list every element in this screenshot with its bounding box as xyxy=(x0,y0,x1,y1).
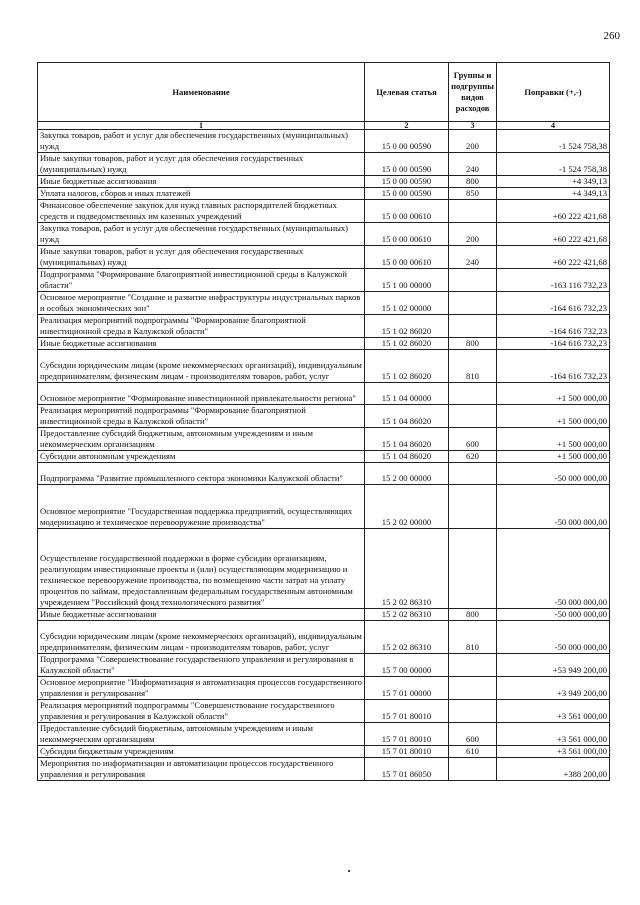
row-name: Мероприятия по информатизации и автоматизации процессов государственного управления и регулирования xyxy=(38,758,365,781)
row-target-code: 15 1 04 86020 xyxy=(365,405,449,428)
row-amount: -50 000 000,00 xyxy=(497,609,610,621)
row-expense-group xyxy=(449,654,497,677)
row-name: Осуществление государственной поддержки в форме субсидии организациям, реализующим инвестиционные проекты и (или) осуществляющим модернизацию и техническое перевооружение производства, по возмещению части затрат на уплату процентов по займам, предоставленным федеральным государственным автономным учреждением "Российский фонд технологического развития" xyxy=(38,529,365,609)
table-row xyxy=(38,700,610,723)
row-amount: +1 500 000,00 xyxy=(497,383,610,405)
row-target-code: 15 0 00 00590 xyxy=(365,153,449,176)
row-target-code: 15 1 02 00000 xyxy=(365,292,449,315)
row-name: Субсидии автономным учреждениям xyxy=(38,451,365,463)
row-amount: +3 561 000,00 xyxy=(497,723,610,746)
row-expense-group: 610 xyxy=(449,746,497,758)
table-row xyxy=(38,246,610,269)
row-target-code: 15 7 01 80010 xyxy=(365,700,449,723)
row-target-code: 15 2 02 00000 xyxy=(365,485,449,529)
row-name: Уплата налогов, сборов и иных платежей xyxy=(38,188,365,200)
table-row xyxy=(38,654,610,677)
table-row xyxy=(38,609,610,621)
header-name: Наименование xyxy=(38,63,365,122)
column-number-row xyxy=(38,122,610,130)
row-amount: +3 561 000,00 xyxy=(497,700,610,723)
column-number: 3 xyxy=(449,122,497,130)
row-name: Основное мероприятие "Формирование инвестиционной привлекательности региона" xyxy=(38,383,365,405)
row-target-code: 15 7 01 86050 xyxy=(365,758,449,781)
row-name: Иные бюджетные ассигнования xyxy=(38,176,365,188)
row-target-code: 15 0 00 00610 xyxy=(365,200,449,223)
row-amount: +388 200,00 xyxy=(497,758,610,781)
table-row xyxy=(38,677,610,700)
table-row xyxy=(38,529,610,609)
row-target-code: 15 0 00 00610 xyxy=(365,223,449,246)
row-target-code: 15 1 02 86020 xyxy=(365,350,449,383)
row-target-code: 15 2 00 00000 xyxy=(365,463,449,485)
row-target-code: 15 7 01 80010 xyxy=(365,723,449,746)
page-number: 260 xyxy=(603,30,620,42)
column-number: 1 xyxy=(38,122,365,130)
row-target-code: 15 1 04 00000 xyxy=(365,383,449,405)
row-expense-group xyxy=(449,485,497,529)
row-name: Подпрограмма "Совершенствование государственного управления и регулирования в Калужской области" xyxy=(38,654,365,677)
table-row xyxy=(38,338,610,350)
row-target-code: 15 1 04 86020 xyxy=(365,428,449,451)
row-name: Реализация мероприятий подпрограммы "Формирование благоприятной инвестиционной среды в Калужской области" xyxy=(38,315,365,338)
row-target-code: 15 0 00 00590 xyxy=(365,176,449,188)
row-expense-group: 240 xyxy=(449,246,497,269)
row-expense-group: 800 xyxy=(449,338,497,350)
table-row xyxy=(38,153,610,176)
row-amount: -50 000 000,00 xyxy=(497,485,610,529)
row-amount: -164 616 732,23 xyxy=(497,350,610,383)
row-target-code: 15 2 02 86310 xyxy=(365,529,449,609)
row-expense-group: 240 xyxy=(449,153,497,176)
table-row xyxy=(38,176,610,188)
row-target-code: 15 1 02 86020 xyxy=(365,315,449,338)
row-name: Финансовое обеспечение закупок для нужд главных распорядителей бюджетных средств и подведомственных им казенных учреждений xyxy=(38,200,365,223)
row-expense-group: 600 xyxy=(449,723,497,746)
row-expense-group xyxy=(449,405,497,428)
row-expense-group xyxy=(449,700,497,723)
row-expense-group: 620 xyxy=(449,451,497,463)
row-amount: -1 524 758,38 xyxy=(497,130,610,153)
row-expense-group xyxy=(449,200,497,223)
header-target-article: Целевая статья xyxy=(365,63,449,122)
row-name: Реализация мероприятий подпрограммы "Формирование благоприятной инвестиционной среды в Калужской области" xyxy=(38,405,365,428)
row-amount: -164 616 732,23 xyxy=(497,315,610,338)
table-row xyxy=(38,428,610,451)
row-expense-group: 200 xyxy=(449,223,497,246)
row-amount: -164 616 732,23 xyxy=(497,338,610,350)
row-amount: +4 349,13 xyxy=(497,188,610,200)
row-expense-group: 600 xyxy=(449,428,497,451)
table-row xyxy=(38,463,610,485)
table-row xyxy=(38,451,610,463)
table-row xyxy=(38,621,610,654)
table-row xyxy=(38,350,610,383)
row-name: Основное мероприятие "Государственная поддержка предприятий, осуществляющих модернизацию и техническое перевооружение производства" xyxy=(38,485,365,529)
row-expense-group xyxy=(449,315,497,338)
row-amount: -50 000 000,00 xyxy=(497,529,610,609)
table-row xyxy=(38,188,610,200)
row-expense-group: 800 xyxy=(449,609,497,621)
table-header-row xyxy=(38,63,610,122)
column-number: 2 xyxy=(365,122,449,130)
row-amount: +4 349,13 xyxy=(497,176,610,188)
row-target-code: 15 1 04 86020 xyxy=(365,451,449,463)
row-target-code: 15 7 00 00000 xyxy=(365,654,449,677)
row-name: Закупка товаров, работ и услуг для обеспечения государственных (муниципальных) нужд xyxy=(38,223,365,246)
row-amount: -50 000 000,00 xyxy=(497,621,610,654)
row-name: Основное мероприятие "Информатизация и автоматизация процессов государственного управления и регулирования" xyxy=(38,677,365,700)
table-row xyxy=(38,485,610,529)
row-expense-group xyxy=(449,529,497,609)
row-target-code: 15 1 02 86020 xyxy=(365,338,449,350)
row-name: Субсидии юридическим лицам (кроме некоммерческих организаций), индивидуальным предпринимателям, физическим лицам - производителям товаров, работ, услуг xyxy=(38,621,365,654)
row-name: Иные закупки товаров, работ и услуг для обеспечения государственных (муниципальных) нужд xyxy=(38,246,365,269)
row-amount: -50 000 000,00 xyxy=(497,463,610,485)
row-target-code: 15 0 00 00610 xyxy=(365,246,449,269)
row-amount: +1 500 000,00 xyxy=(497,405,610,428)
row-target-code: 15 0 00 00590 xyxy=(365,188,449,200)
row-expense-group xyxy=(449,677,497,700)
row-name: Иные бюджетные ассигнования xyxy=(38,338,365,350)
table-row xyxy=(38,723,610,746)
row-target-code: 15 2 02 86310 xyxy=(365,621,449,654)
row-expense-group xyxy=(449,269,497,292)
row-amount: -164 616 732,23 xyxy=(497,292,610,315)
row-name: Предоставление субсидий бюджетным, автономным учреждениям и иным некоммерческим организациям xyxy=(38,428,365,451)
row-target-code: 15 7 01 00000 xyxy=(365,677,449,700)
row-name: Закупка товаров, работ и услуг для обеспечения государственных (муниципальных) нужд xyxy=(38,130,365,153)
row-amount: +1 500 000,00 xyxy=(497,451,610,463)
row-target-code: 15 7 01 80010 xyxy=(365,746,449,758)
table-row xyxy=(38,223,610,246)
row-name: Подпрограмма "Формирование благоприятной инвестиционной среды в Калужской области" xyxy=(38,269,365,292)
row-amount: +1 500 000,00 xyxy=(497,428,610,451)
row-name: Предоставление субсидий бюджетным, автономным учреждениям и иным некоммерческим организациям xyxy=(38,723,365,746)
row-name: Иные бюджетные ассигнования xyxy=(38,609,365,621)
row-amount: -163 116 732,23 xyxy=(497,269,610,292)
table-row xyxy=(38,758,610,781)
scan-speck xyxy=(348,870,350,872)
row-name: Субсидии бюджетным учреждениям xyxy=(38,746,365,758)
table-row xyxy=(38,292,610,315)
row-expense-group: 810 xyxy=(449,621,497,654)
row-expense-group: 850 xyxy=(449,188,497,200)
row-target-code: 15 0 00 00590 xyxy=(365,130,449,153)
row-target-code: 15 2 02 86310 xyxy=(365,609,449,621)
header-expense-group: Группы и подгруппы видов расходов xyxy=(449,63,497,122)
row-target-code: 15 1 00 00000 xyxy=(365,269,449,292)
header-amendment: Поправки (+,-) xyxy=(497,63,610,122)
table-row xyxy=(38,405,610,428)
row-name: Подпрограмма "Развитие промышленного сектора экономики Калужской области" xyxy=(38,463,365,485)
table-row xyxy=(38,269,610,292)
row-expense-group: 200 xyxy=(449,130,497,153)
row-expense-group xyxy=(449,758,497,781)
table-row xyxy=(38,315,610,338)
budget-amendments-table xyxy=(37,62,610,781)
table-row xyxy=(38,746,610,758)
row-expense-group xyxy=(449,292,497,315)
row-amount: +53 949 200,00 xyxy=(497,654,610,677)
row-amount: +60 222 421,68 xyxy=(497,200,610,223)
table-row xyxy=(38,383,610,405)
table-row xyxy=(38,130,610,153)
row-expense-group: 810 xyxy=(449,350,497,383)
row-expense-group xyxy=(449,383,497,405)
row-amount: +3 949 200,00 xyxy=(497,677,610,700)
column-number: 4 xyxy=(497,122,610,130)
row-expense-group: 800 xyxy=(449,176,497,188)
row-name: Иные закупки товаров, работ и услуг для обеспечения государственных (муниципальных) нужд xyxy=(38,153,365,176)
row-name: Реализация мероприятий подпрограммы "Совершенствование государственного управления и регулирования в Калужской области" xyxy=(38,700,365,723)
row-amount: +60 222 421,68 xyxy=(497,223,610,246)
row-amount: -1 524 758,38 xyxy=(497,153,610,176)
row-expense-group xyxy=(449,463,497,485)
row-amount: +60 222 421,68 xyxy=(497,246,610,269)
row-amount: +3 561 000,00 xyxy=(497,746,610,758)
table-row xyxy=(38,200,610,223)
row-name: Субсидии юридическим лицам (кроме некоммерческих организаций), индивидуальным предпринимателям, физическим лицам - производителям товаров, работ, услуг xyxy=(38,350,365,383)
row-name: Основное мероприятие "Создание и развитие инфраструктуры индустриальных парков и особых экономических зон" xyxy=(38,292,365,315)
